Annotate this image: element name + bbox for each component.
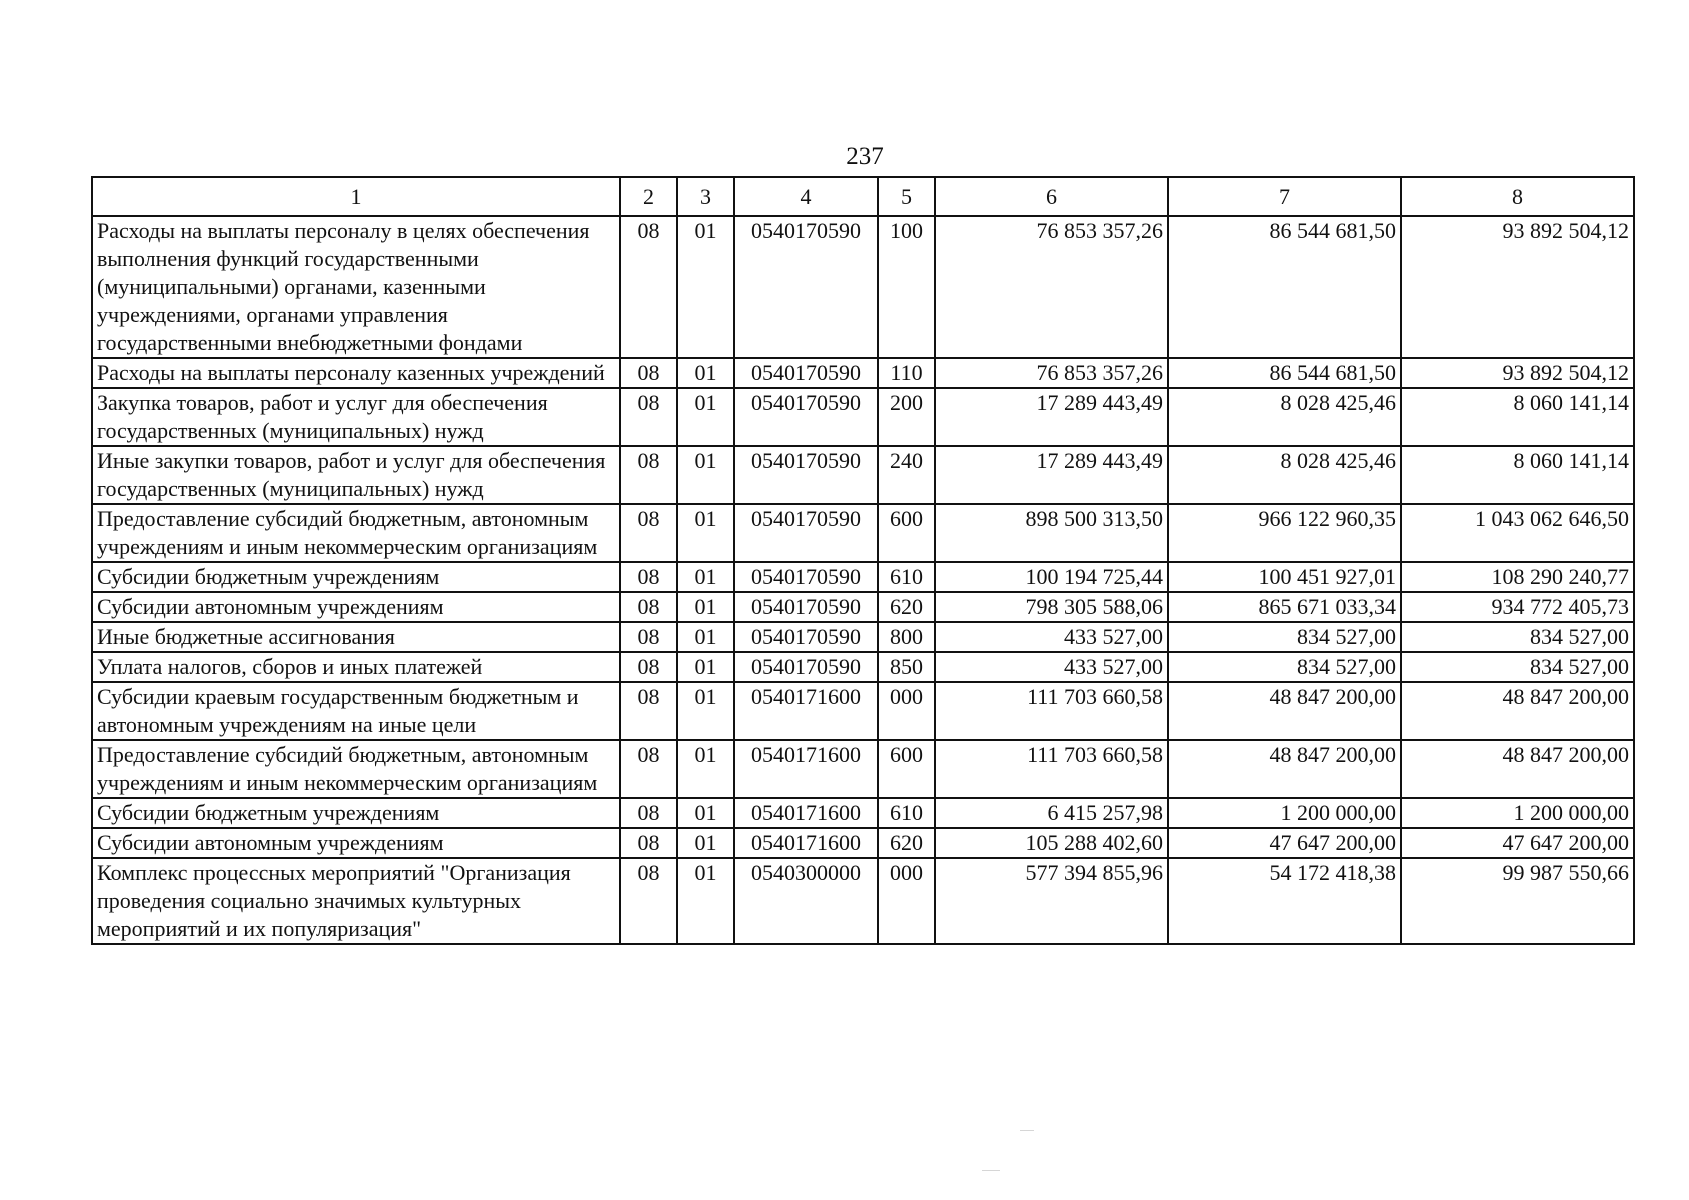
amount-cell: 6 415 257,98	[935, 798, 1168, 828]
row-name-cell: Субсидии краевым государственным бюджетным и автономным учреждениям на иные цели	[92, 682, 620, 740]
table-row	[92, 682, 1634, 740]
section-code-cell: 08	[620, 828, 677, 858]
expense-type-cell: 200	[878, 388, 935, 446]
amount-cell: 834 527,00	[1168, 622, 1401, 652]
expense-type-cell: 610	[878, 562, 935, 592]
target-code-cell: 0540171600	[734, 740, 878, 798]
subsection-code-cell: 01	[677, 798, 734, 828]
table-row	[92, 358, 1634, 388]
expense-type-cell: 600	[878, 740, 935, 798]
section-code-cell: 08	[620, 446, 677, 504]
amount-cell: 86 544 681,50	[1168, 358, 1401, 388]
amount-cell: 47 647 200,00	[1168, 828, 1401, 858]
amount-cell: 100 194 725,44	[935, 562, 1168, 592]
row-name-cell: Закупка товаров, работ и услуг для обеспечения государственных (муниципальных) нужд	[92, 388, 620, 446]
row-name-cell: Предоставление субсидий бюджетным, автономным учреждениям и иным некоммерческим организациям	[92, 504, 620, 562]
section-code-cell: 08	[620, 504, 677, 562]
amount-cell: 865 671 033,34	[1168, 592, 1401, 622]
target-code-cell: 0540170590	[734, 504, 878, 562]
row-name-cell: Уплата налогов, сборов и иных платежей	[92, 652, 620, 682]
amount-cell: 17 289 443,49	[935, 388, 1168, 446]
expense-type-cell: 600	[878, 504, 935, 562]
amount-cell: 433 527,00	[935, 652, 1168, 682]
subsection-code-cell: 01	[677, 652, 734, 682]
scan-mark	[982, 1170, 1000, 1171]
subsection-code-cell: 01	[677, 592, 734, 622]
amount-cell: 76 853 357,26	[935, 216, 1168, 358]
section-code-cell: 08	[620, 858, 677, 944]
table-row	[92, 592, 1634, 622]
target-code-cell: 0540300000	[734, 858, 878, 944]
column-header: 7	[1168, 177, 1401, 216]
subsection-code-cell: 01	[677, 622, 734, 652]
amount-cell: 111 703 660,58	[935, 740, 1168, 798]
table-row	[92, 562, 1634, 592]
amount-cell: 54 172 418,38	[1168, 858, 1401, 944]
amount-cell: 100 451 927,01	[1168, 562, 1401, 592]
row-name-cell: Субсидии бюджетным учреждениям	[92, 798, 620, 828]
target-code-cell: 0540170590	[734, 652, 878, 682]
target-code-cell: 0540171600	[734, 828, 878, 858]
subsection-code-cell: 01	[677, 828, 734, 858]
expense-type-cell: 850	[878, 652, 935, 682]
amount-cell: 8 060 141,14	[1401, 446, 1634, 504]
target-code-cell: 0540171600	[734, 798, 878, 828]
column-header: 1	[92, 177, 620, 216]
expense-type-cell: 610	[878, 798, 935, 828]
amount-cell: 108 290 240,77	[1401, 562, 1634, 592]
amount-cell: 966 122 960,35	[1168, 504, 1401, 562]
target-code-cell: 0540170590	[734, 562, 878, 592]
section-code-cell: 08	[620, 652, 677, 682]
amount-cell: 8 028 425,46	[1168, 446, 1401, 504]
budget-table	[91, 176, 1635, 945]
target-code-cell: 0540170590	[734, 388, 878, 446]
table-row	[92, 652, 1634, 682]
target-code-cell: 0540170590	[734, 592, 878, 622]
target-code-cell: 0540170590	[734, 622, 878, 652]
amount-cell: 105 288 402,60	[935, 828, 1168, 858]
subsection-code-cell: 01	[677, 682, 734, 740]
amount-cell: 99 987 550,66	[1401, 858, 1634, 944]
subsection-code-cell: 01	[677, 446, 734, 504]
amount-cell: 86 544 681,50	[1168, 216, 1401, 358]
row-name-cell: Иные закупки товаров, работ и услуг для обеспечения государственных (муниципальных) нужд	[92, 446, 620, 504]
scan-mark	[1020, 1130, 1034, 1131]
section-code-cell: 08	[620, 592, 677, 622]
row-name-cell: Субсидии автономным учреждениям	[92, 592, 620, 622]
row-name-cell: Субсидии бюджетным учреждениям	[92, 562, 620, 592]
expense-type-cell: 240	[878, 446, 935, 504]
table-row	[92, 216, 1634, 358]
amount-cell: 8 028 425,46	[1168, 388, 1401, 446]
amount-cell: 1 043 062 646,50	[1401, 504, 1634, 562]
row-name-cell: Субсидии автономным учреждениям	[92, 828, 620, 858]
section-code-cell: 08	[620, 358, 677, 388]
amount-cell: 48 847 200,00	[1168, 682, 1401, 740]
amount-cell: 834 527,00	[1401, 622, 1634, 652]
target-code-cell: 0540170590	[734, 358, 878, 388]
row-name-cell: Предоставление субсидий бюджетным, автономным учреждениям и иным некоммерческим организациям	[92, 740, 620, 798]
expense-type-cell: 110	[878, 358, 935, 388]
subsection-code-cell: 01	[677, 216, 734, 358]
column-header: 8	[1401, 177, 1634, 216]
amount-cell: 898 500 313,50	[935, 504, 1168, 562]
subsection-code-cell: 01	[677, 562, 734, 592]
amount-cell: 1 200 000,00	[1168, 798, 1401, 828]
section-code-cell: 08	[620, 388, 677, 446]
column-header: 5	[878, 177, 935, 216]
section-code-cell: 08	[620, 622, 677, 652]
section-code-cell: 08	[620, 682, 677, 740]
target-code-cell: 0540170590	[734, 446, 878, 504]
target-code-cell: 0540171600	[734, 682, 878, 740]
subsection-code-cell: 01	[677, 504, 734, 562]
amount-cell: 433 527,00	[935, 622, 1168, 652]
amount-cell: 834 527,00	[1168, 652, 1401, 682]
amount-cell: 17 289 443,49	[935, 446, 1168, 504]
amount-cell: 8 060 141,14	[1401, 388, 1634, 446]
amount-cell: 47 647 200,00	[1401, 828, 1634, 858]
subsection-code-cell: 01	[677, 358, 734, 388]
amount-cell: 834 527,00	[1401, 652, 1634, 682]
table-row	[92, 828, 1634, 858]
amount-cell: 111 703 660,58	[935, 682, 1168, 740]
row-name-cell: Комплекс процессных мероприятий "Организация проведения социально значимых культурных мероприятий и их популяризация"	[92, 858, 620, 944]
table-row	[92, 858, 1634, 944]
table-row	[92, 504, 1634, 562]
row-name-cell: Расходы на выплаты персоналу казенных учреждений	[92, 358, 620, 388]
amount-cell: 798 305 588,06	[935, 592, 1168, 622]
target-code-cell: 0540170590	[734, 216, 878, 358]
subsection-code-cell: 01	[677, 388, 734, 446]
section-code-cell: 08	[620, 798, 677, 828]
expense-type-cell: 000	[878, 682, 935, 740]
column-header: 6	[935, 177, 1168, 216]
section-code-cell: 08	[620, 216, 677, 358]
amount-cell: 48 847 200,00	[1401, 740, 1634, 798]
table-body	[92, 216, 1634, 944]
table-row	[92, 388, 1634, 446]
column-header: 2	[620, 177, 677, 216]
amount-cell: 93 892 504,12	[1401, 358, 1634, 388]
table-row	[92, 740, 1634, 798]
column-header: 3	[677, 177, 734, 216]
amount-cell: 76 853 357,26	[935, 358, 1168, 388]
amount-cell: 93 892 504,12	[1401, 216, 1634, 358]
subsection-code-cell: 01	[677, 740, 734, 798]
table-row	[92, 798, 1634, 828]
section-code-cell: 08	[620, 740, 677, 798]
row-name-cell: Расходы на выплаты персоналу в целях обеспечения выполнения функций государственными (муниципальными) органами, казенными учреждениями, органами управления государственными внебюджетными фондами	[92, 216, 620, 358]
page-number: 237	[846, 143, 884, 170]
table-row	[92, 622, 1634, 652]
subsection-code-cell: 01	[677, 858, 734, 944]
expense-type-cell: 100	[878, 216, 935, 358]
amount-cell: 934 772 405,73	[1401, 592, 1634, 622]
table-row	[92, 446, 1634, 504]
expense-type-cell: 800	[878, 622, 935, 652]
row-name-cell: Иные бюджетные ассигнования	[92, 622, 620, 652]
expense-type-cell: 000	[878, 858, 935, 944]
amount-cell: 1 200 000,00	[1401, 798, 1634, 828]
section-code-cell: 08	[620, 562, 677, 592]
amount-cell: 577 394 855,96	[935, 858, 1168, 944]
column-header: 4	[734, 177, 878, 216]
expense-type-cell: 620	[878, 828, 935, 858]
amount-cell: 48 847 200,00	[1401, 682, 1634, 740]
expense-type-cell: 620	[878, 592, 935, 622]
header-row	[92, 177, 1634, 216]
amount-cell: 48 847 200,00	[1168, 740, 1401, 798]
